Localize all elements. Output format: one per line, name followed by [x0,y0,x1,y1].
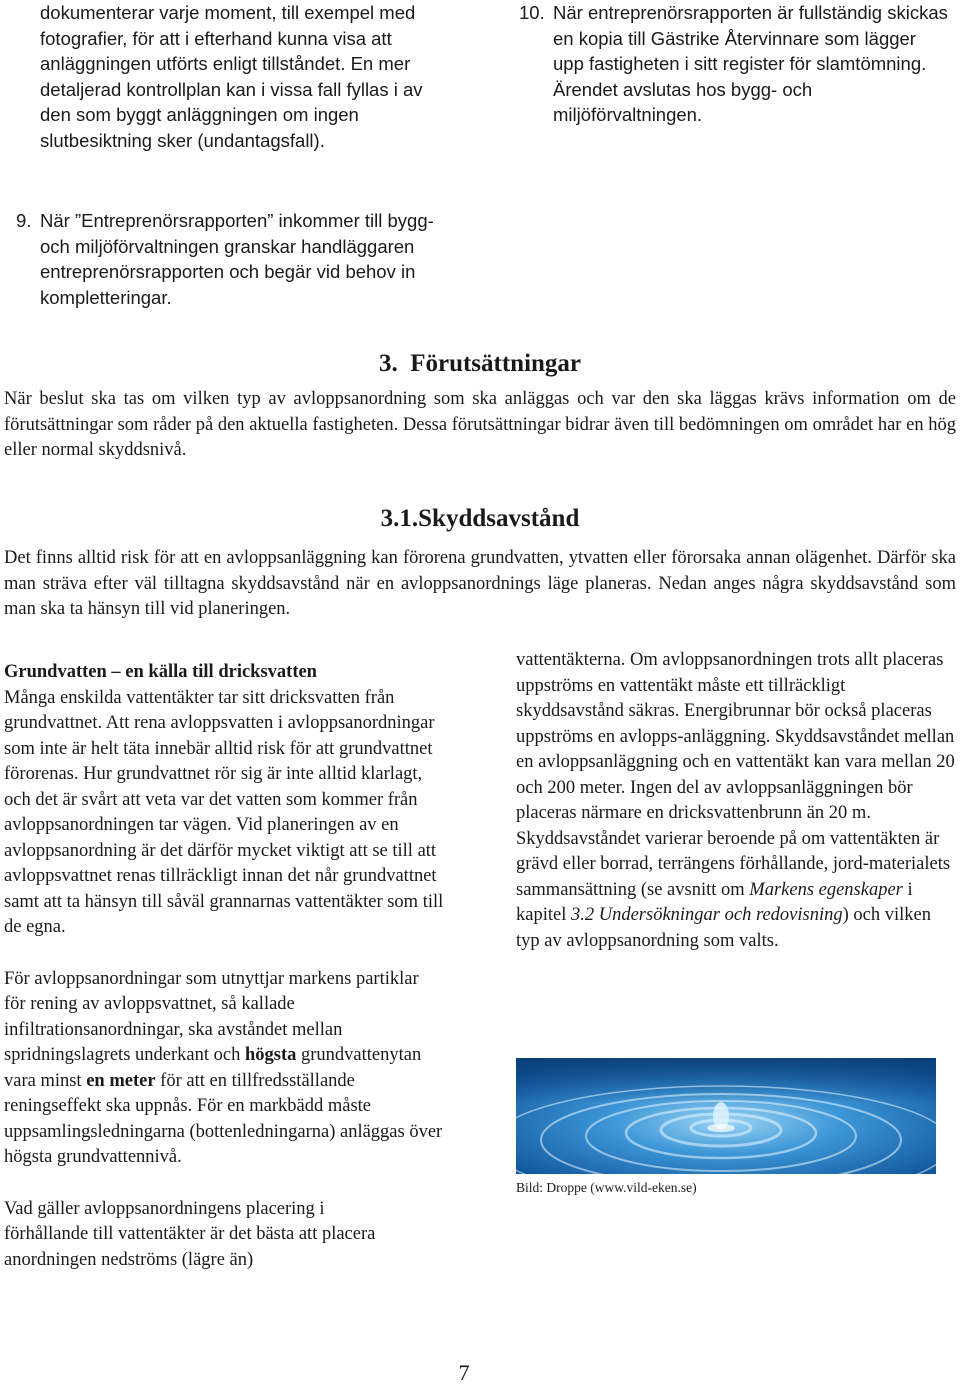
photo-caption: Bild: Droppe (www.vild-eken.se) [516,1180,697,1195]
groundwater-paragraph-3: Vad gäller avloppsanordningens placering i förhållande till vattentäkter är det bästa att placera anordningen nedströms (lägre än) [4,1198,376,1270]
section-3-1-body: Det finns alltid risk för att en avloppsanläggning kan förorena grundvatten, ytvatten eller förorsaka annan olägenhet. Därför ska man sträva efter väl tilltagna skyddsavstånd när en avloppsanordnings läge planeras. Nedan anges några skyddsavstånd som man ska ta hänsyn till vid planeringen. [4,548,956,619]
right-col-part-c: ) och vilken typ av avloppsanordning som valts. [516,905,931,951]
groundwater-p2-bold-one-meter: en meter [86,1070,156,1091]
right-col-italic-markens: Markens egenskaper [749,879,903,900]
step8-continued-text: dokumenterar varje moment, till exempel med fotografier, för att i efterhand kunna visa att anläggningen utförts enligt tillståndet. En mer detaljerad kontrollplan kan i vissa fall fyllas i av den som byggt anläggningen om ingen slutbesiktning sker (undantagsfall). [40,2,423,151]
right-col-part-a: vattentäkterna. Om avloppsanordningen trots allt placeras uppströms en vattentäkt måste ett tillräckligt skyddsavstånd säkras. Energibrunnar bör också placeras uppströms en avlopps-anläggning. Skyddsavståndet mellan en avloppsanläggning och en vattentäkt kan vara mellan 20 och 200 meter. Ingen del av avloppsanläggningen bör placeras närmare en dricksvattenbrunn än 20 m. Skyddsavståndet varierar beroende på om vattentäkten är grävd eller borrad, terrängens förhållande, jord-materialets sammansättning (se avsnitt om [516,650,955,900]
groundwater-section [4,660,444,1273]
step10-text: När entreprenörsrapporten är fullständig skickas en kopia till Gästrike Återvinnare som lägger upp fastigheten i sitt register för slamtömning. Ärendet avslutas hos bygg- och miljöförvaltningen. [553,2,948,125]
section-3-heading: 3. Förutsättningar [378,350,582,377]
right-column-text [516,648,956,954]
step9-number: 9. [16,210,32,231]
page-number: 7 [458,1360,470,1385]
step9-item [16,208,436,310]
groundwater-p2-part-a: För avloppsanordningar som utnyttjar markens partiklar för rening av avloppsvattnet, så kallade infiltrationsanordningar, ska avståndet mellan spridningslagrets underkant och [4,968,419,1065]
right-col-italic-undersokningar: 3.2 Undersökningar och redovisning [570,905,843,925]
groundwater-title: Grundvatten – en källa till dricksvatten [4,662,317,682]
groundwater-p2-part-c: grundvattenytan vara minst [4,1045,422,1091]
groundwater-paragraph-2 [4,967,444,1171]
groundwater-p2-part-d: för att en tillfredsställande reningseffekt ska uppnås. För en markbädd måste uppsamlingsledningarna (bottenledningarna) anläggas över högsta grundvattennivå. [4,1070,443,1167]
right-col-part-b: i kapitel [516,879,913,925]
groundwater-paragraph-1: Många enskilda vattentäkter tar sitt dricksvatten från grundvattnet. Att rena avloppsvatten i avloppsanordningar som inte är helt täta innebär alltid risk för att grundvattnet förorenas. Hur grundvattnet rör sig är inte alltid klarlagt, och det är svårt att veta var det vatten som kommer från avloppsanordningen tar vägen. Vid planeringen av en avloppsanordning är det därför mycket viktigt att se till att avloppsvattnet renas tillräckligt innan det når grundvattnet samt att ta hänsyn till såväl grannarnas vattentäkter som till de egna. [4,687,444,937]
section-3-body: När beslut ska tas om vilken typ av avloppsanordning som ska anläggas och var den ska läggas krävs information om de förutsättningar som råder på den aktuella fastigheten. Dessa förutsättningar bidrar även till bedömningen om området har en hög eller normal skyddsnivå. [4,389,956,460]
water-drop-photo [516,1058,936,1174]
step10-number: 10. [519,2,545,23]
groundwater-p2-bold-highest: högsta [244,1045,297,1065]
step10-item [519,0,949,128]
step9-text: När ”Entreprenörsrapporten” inkommer till bygg- och miljöförvaltningen granskar handläggaren entreprenörsrapporten och begär vid behov in kompletteringar. [40,210,434,308]
water-ripple-image [516,1058,936,1174]
section-3-1-heading: 3.1.Skyddsavstånd [380,505,580,532]
